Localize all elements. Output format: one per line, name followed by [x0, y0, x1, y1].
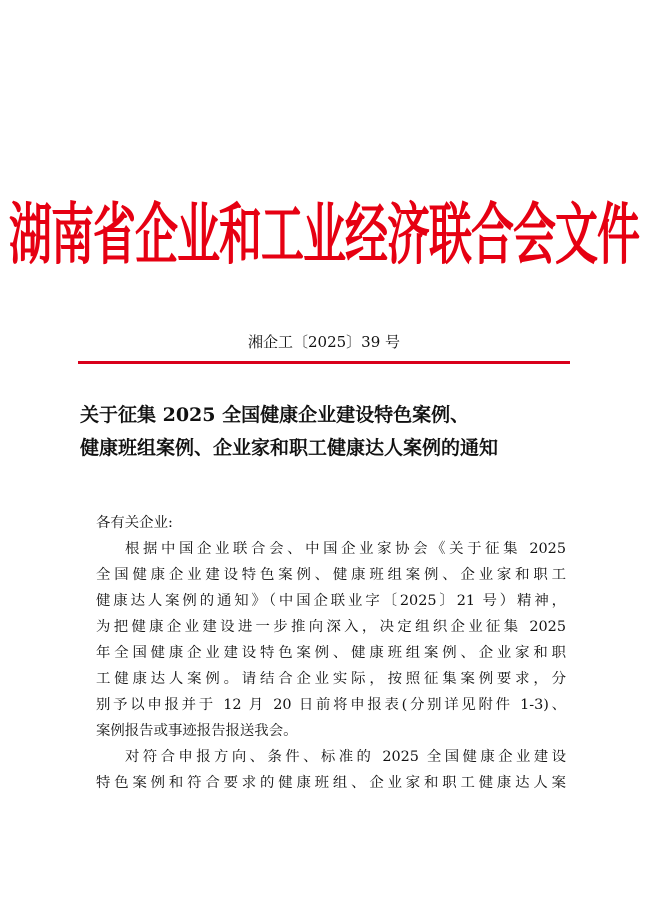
- paragraph-line: 健康达人案例的通知》（中国企联业字〔2025〕21 号）精神，: [96, 593, 566, 609]
- notice-title: [80, 399, 580, 465]
- paragraph-line: 特色案例和符合要求的健康班组、企业家和职工健康达人案: [96, 775, 566, 791]
- paragraph-line: 年全国健康企业建设特色案例、健康班组案例、企业家和职: [96, 645, 566, 661]
- salutation: 各有关企业:: [96, 515, 173, 531]
- notice-title-line-1: 关于征集 2025 全国健康企业建设特色案例、: [80, 404, 470, 426]
- document-number: 湘企工〔2025〕39 号: [247, 333, 401, 351]
- notice-title-line-2: 健康班组案例、企业家和职工健康达人案例的通知: [80, 437, 499, 459]
- paragraph-line: 工健康达人案例。请结合企业实际，按照征集案例要求，分: [96, 671, 566, 687]
- paragraph-line: 全国健康企业建设特色案例、健康班组案例、企业家和职工: [96, 567, 566, 583]
- paragraph-line: 根据中国企业联合会、中国企业家协会《关于征集 2025: [125, 541, 566, 557]
- paragraph-line: 案例报告或事迹报告报送我会。: [96, 723, 298, 739]
- paragraph-line: 对符合申报方向、条件、标准的 2025 全国健康企业建设: [125, 749, 566, 765]
- paragraph-line: 为把健康企业建设进一步推向深入，决定组织企业征集 2025: [96, 619, 566, 635]
- paragraph-1: [96, 536, 566, 744]
- red-divider-rule: [78, 361, 570, 364]
- paragraph-line: 别予以申报并于 12 月 20 日前将申报表(分别详见附件 1-3)、: [96, 697, 566, 713]
- paragraph-2: [96, 744, 566, 796]
- notice-body: [96, 510, 566, 796]
- masthead-title: 湖南省企业和工业经济联合会文件: [9, 197, 639, 275]
